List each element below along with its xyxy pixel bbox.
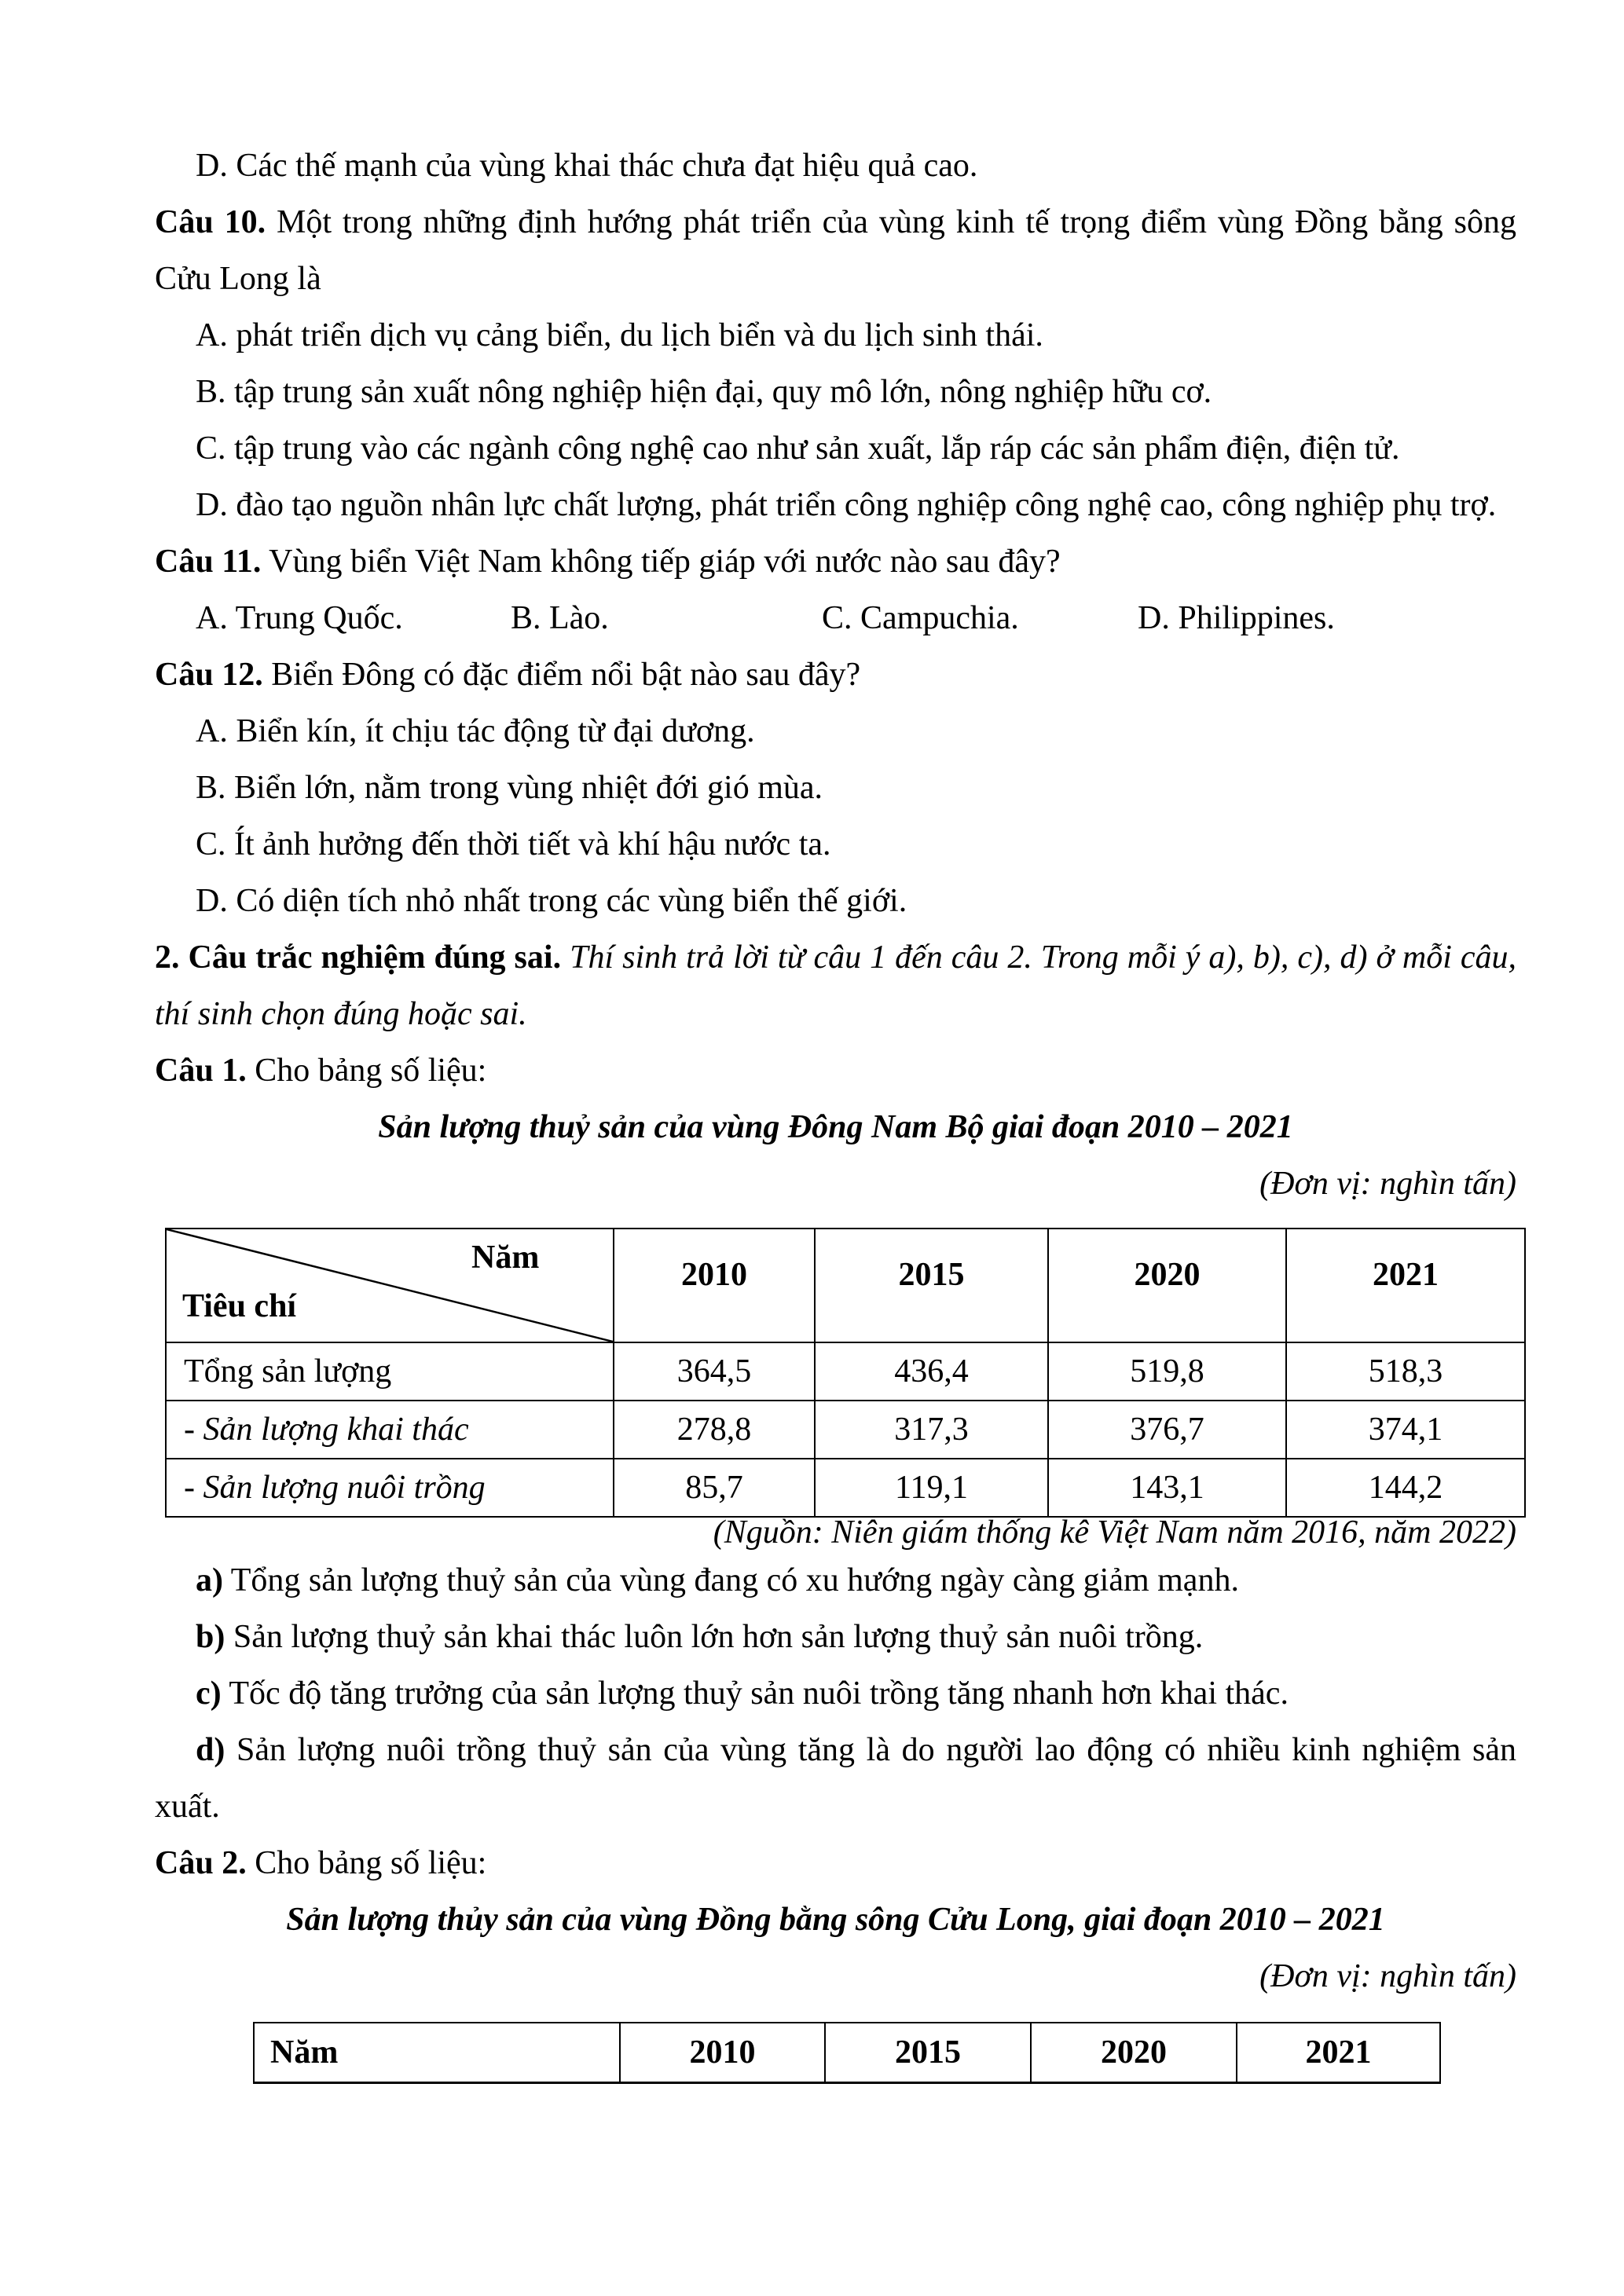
question-12-label: Câu 12.: [155, 657, 263, 693]
statement-b-label: b): [196, 1619, 225, 1655]
question-10-option-d: D. đào tạo nguồn nhân lực chất lượng, phát triển công nghiệp công nghệ cao, công nghiệp phụ trợ.: [196, 487, 1497, 523]
section-2-heading: [155, 929, 1516, 1042]
statement-c-label: c): [196, 1675, 222, 1712]
row-label: Tổng sản lượng: [166, 1342, 614, 1401]
question-10-option-b: B. tập trung sản xuất nông nghiệp hiện đại, quy mô lớn, nông nghiệp hữu cơ.: [196, 374, 1212, 410]
table-1-unit-note-text: (Đơn vị: nghìn tấn): [1259, 1166, 1516, 1202]
table-1-row-nuoi-trong: [166, 1459, 1525, 1517]
question-11-options-row: [155, 590, 1516, 646]
value-cell: 519,8: [1048, 1342, 1286, 1401]
value-cell: 144,2: [1286, 1459, 1525, 1517]
table-2-title: [155, 1891, 1516, 1948]
table-1-unit-note: [155, 1155, 1516, 1212]
table-1-year-header: 2020: [1048, 1229, 1286, 1342]
cau-1-intro-line: [155, 1042, 1516, 1099]
statement-a-text: Tổng sản lượng thuỷ sản của vùng đang có xu hướng ngày càng giảm mạnh.: [230, 1562, 1239, 1598]
table-1-header-row: [166, 1229, 1525, 1342]
question-11-option-d: D. Philippines.: [1138, 600, 1335, 636]
question-10-option-c: C. tập trung vào các ngành công nghệ cao như sản xuất, lắp ráp các sản phẩm điện, điện tử.: [196, 430, 1400, 467]
question-11-text: Vùng biển Việt Nam không tiếp giáp với nước nào sau đây?: [269, 544, 1061, 580]
question-12-text: Biển Đông có đặc điểm nổi bật nào sau đây?: [271, 657, 861, 693]
statement-d-label: d): [196, 1732, 225, 1768]
table-2-year-header: 2021: [1237, 2023, 1440, 2082]
question-11-option-c: C. Campuchia.: [822, 600, 1019, 636]
statement-a-label: a): [196, 1562, 223, 1598]
table-2-title-text: Sản lượng thủy sản của vùng Đồng bằng sông Cửu Long, giai đoạn 2010 – 2021: [286, 1902, 1385, 1938]
value-cell: 317,3: [815, 1401, 1048, 1459]
table-thuy-san-dong-nam-bo: [165, 1228, 1526, 1518]
table-2-year-label: Năm: [254, 2023, 620, 2082]
cau-1-label: Câu 1.: [155, 1053, 247, 1089]
cau-2-label: Câu 2.: [155, 1845, 247, 1881]
question-10-option-a: A. phát triển dịch vụ cảng biển, du lịch biển và du lịch sinh thái.: [196, 317, 1043, 353]
table-2-year-header: 2010: [620, 2023, 825, 2082]
table-1-row-total: [166, 1342, 1525, 1401]
value-cell: 85,7: [614, 1459, 815, 1517]
question-11-label: Câu 11.: [155, 544, 262, 580]
table-1-year-header: 2015: [815, 1229, 1048, 1342]
row-label: - Sản lượng nuôi trồng: [166, 1459, 614, 1517]
table-2-unit-note: [155, 1948, 1516, 2005]
statement-c-text: Tốc độ tăng trưởng của sản lượng thuỷ sản nuôi trồng tăng nhanh hơn khai thác.: [229, 1675, 1289, 1712]
table-thuy-san-cuu-long: [253, 2022, 1441, 2084]
value-cell: 119,1: [815, 1459, 1048, 1517]
statement-b: [155, 1609, 1516, 1665]
section-2-label: 2. Câu trắc nghiệm đúng sai.: [155, 939, 562, 976]
table-1-title: [155, 1099, 1516, 1155]
cau-1-intro: Cho bảng số liệu:: [255, 1053, 487, 1089]
question-10-label: Câu 10.: [155, 204, 266, 240]
question-10-paragraph: [155, 194, 1516, 307]
table-1-corner-year-label: Năm: [471, 1240, 540, 1276]
table-2-header-row: [254, 2023, 1440, 2082]
value-cell: 518,3: [1286, 1342, 1525, 1401]
value-cell: 376,7: [1048, 1401, 1286, 1459]
question-10-text: Một trong những định hướng phát triển của vùng kinh tế trọng điểm vùng Đồng bằng sông Cửu Long là: [155, 204, 1516, 297]
value-cell: 143,1: [1048, 1459, 1286, 1517]
question-12-option-d: D. Có diện tích nhỏ nhất trong các vùng biển thế giới.: [196, 883, 907, 919]
question-11-heading: [155, 533, 1516, 590]
question-9-option-d: D. Các thế mạnh của vùng khai thác chưa đạt hiệu quả cao.: [196, 148, 978, 184]
question-12-option-b: B. Biển lớn, nằm trong vùng nhiệt đới gió mùa.: [196, 770, 823, 806]
value-cell: 374,1: [1286, 1401, 1525, 1459]
table-1-row-khai-thac: [166, 1401, 1525, 1459]
statement-b-text: Sản lượng thuỷ sản khai thác luôn lớn hơn sản lượng thuỷ sản nuôi trồng.: [233, 1619, 1204, 1655]
table-1-source-text: (Nguồn: Niên giám thống kê Việt Nam năm 2016, năm 2022): [713, 1514, 1516, 1551]
table-1-title-text: Sản lượng thuỷ sản của vùng Đông Nam Bộ giai đoạn 2010 – 2021: [378, 1109, 1293, 1145]
statement-d: [155, 1722, 1516, 1835]
table-2-year-header: 2020: [1031, 2023, 1237, 2082]
row-label: - Sản lượng khai thác: [166, 1401, 614, 1459]
table-2-year-header: 2015: [825, 2023, 1031, 2082]
question-11-option-b: B. Lào.: [511, 600, 609, 636]
document-content: [155, 137, 1516, 2084]
section-2-instruction: Thí sinh trả lời từ câu 1 đến câu 2. Trong mỗi ý a), b), c), d) ở mỗi câu, thí sinh chọn đúng hoặc sai.: [155, 939, 1517, 1032]
table-1-year-header: 2010: [614, 1229, 815, 1342]
question-12-option-c: C. Ít ảnh hưởng đến thời tiết và khí hậu nước ta.: [196, 826, 831, 862]
question-12-heading: [155, 646, 1516, 703]
statement-c: [155, 1665, 1516, 1722]
question-12-option-a: A. Biển kín, ít chịu tác động từ đại dương.: [196, 713, 755, 749]
question-11-option-a: A. Trung Quốc.: [196, 600, 403, 636]
table-1-diagonal-header-cell: [166, 1229, 614, 1342]
value-cell: 364,5: [614, 1342, 815, 1401]
table-1-corner-criteria-label: Tiêu chí: [182, 1288, 297, 1324]
cau-2-intro-line: [155, 1835, 1516, 1891]
value-cell: 436,4: [815, 1342, 1048, 1401]
table-1-source-note: [155, 1513, 1516, 1552]
cau-2-intro: Cho bảng số liệu:: [255, 1845, 487, 1881]
table-1-year-header: 2021: [1286, 1229, 1525, 1342]
statement-a: [155, 1552, 1516, 1609]
table-2-unit-note-text: (Đơn vị: nghìn tấn): [1259, 1958, 1516, 1994]
value-cell: 278,8: [614, 1401, 815, 1459]
statement-d-text: Sản lượng nuôi trồng thuỷ sản của vùng tăng là do người lao động có nhiều kinh nghiệm sản xuất.: [155, 1732, 1516, 1825]
